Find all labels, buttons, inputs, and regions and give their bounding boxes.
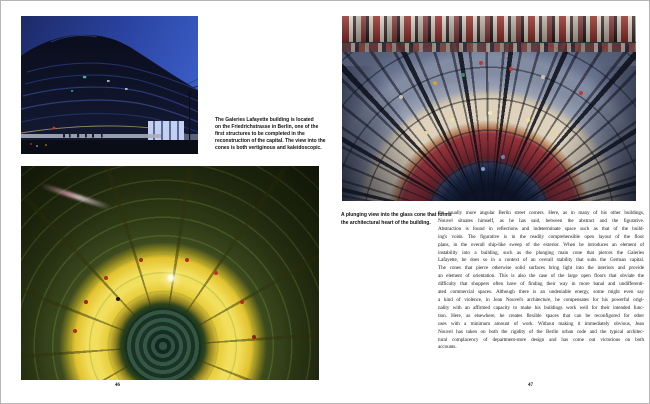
- page-number-left: 46: [115, 383, 120, 388]
- interior-top-floor-strip: [342, 16, 636, 43]
- body-text-line: nality with an affirmed capacity to make his buildings work well for their intended func-: [438, 304, 644, 311]
- body-text-line: Lafayette, he does so in a context of an overall stability that suits the German capital.: [438, 257, 644, 264]
- body-text-line: difficulty that shoppers often have of finding their way in more banal and undifferenti-: [438, 281, 644, 288]
- kaleidoscope-photo: [21, 166, 319, 380]
- caption-line: The Galeries Lafayette building is located: [215, 117, 314, 123]
- caption-line: A plunging view into the glass cone that forms: [341, 212, 452, 218]
- body-text-line: an element of orientation. This is also the case of the large open floors that obviate the: [438, 273, 644, 280]
- photo-caption-left: [215, 117, 329, 152]
- kaleidoscope-center-rings: [125, 308, 201, 380]
- caption-line: cones is both vertiginous and kaleidoscopic.: [215, 145, 322, 151]
- caption-line: the architectural heart of the building.: [341, 219, 431, 226]
- kaleidoscope-light-streak: [40, 183, 112, 211]
- body-text-line: tural complacency of department-store design and has come out victorious on both: [438, 336, 644, 343]
- body-text-line: accounts.: [438, 344, 457, 351]
- body-text-line: instability into a building, such as the plunging main cone that pierces the Galeries: [438, 249, 644, 256]
- body-text-line: Nouvel has taken on both the rigidity of the Berlin urban code and the typical architec-: [438, 328, 644, 335]
- body-text-line: a kind of violence, in Jean Nouvel's architecture, he compensates for his powerful origi-: [438, 296, 644, 303]
- kaleidoscope-detail-dots: [21, 166, 23, 168]
- body-text-line: plans, in the overall ship-like sweep of the exterior. When he introduces an element of: [438, 241, 644, 248]
- caption-line: reconstruction of the capital. The view into the: [215, 138, 326, 144]
- body-text-line: uses with a minimum amount of work. Without making it immediately obvious, Jean: [438, 320, 644, 327]
- interior-light-dots: [342, 16, 344, 18]
- building-exterior-photo-art: [21, 16, 198, 154]
- building-exterior-photo: [21, 16, 198, 154]
- body-text-line: Abstraction is found in reflections and indeterminate space such as that of the build-: [438, 225, 644, 232]
- body-text-line: ing's voids. The figurative is in the readily comprehensible open layout of the floor: [438, 233, 644, 240]
- body-text-line: Nouvel situates himself, as he has said, between the abstract and the figurative.: [438, 217, 644, 224]
- caption-line: first structures to be completed in the: [215, 131, 305, 137]
- page-number-right: 47: [528, 383, 533, 388]
- body-text-line: tion. Here, as elsewhere, he creates flexible spaces that can be reconfigured for other: [438, 312, 644, 319]
- caption-line: on the Friedrichstrasse in Berlin, one of the: [215, 124, 319, 130]
- body-text-line: The cones that pierce otherwise solid surfaces bring light into the interiors and provide: [438, 265, 644, 272]
- body-text-line: ated commercial spaces. Although there is an undeniable energy, some might even say: [438, 289, 644, 296]
- body-text-line: the usually more angular Berlin street corners. Here, as in many of his other buildings,: [438, 210, 644, 216]
- body-text: [438, 210, 644, 352]
- interior-glass-shadow-left: [342, 66, 437, 201]
- interior-glass-shadow-right: [541, 66, 636, 201]
- interior-second-floor-strip: [342, 43, 636, 52]
- interior-cone-photo: [342, 16, 636, 201]
